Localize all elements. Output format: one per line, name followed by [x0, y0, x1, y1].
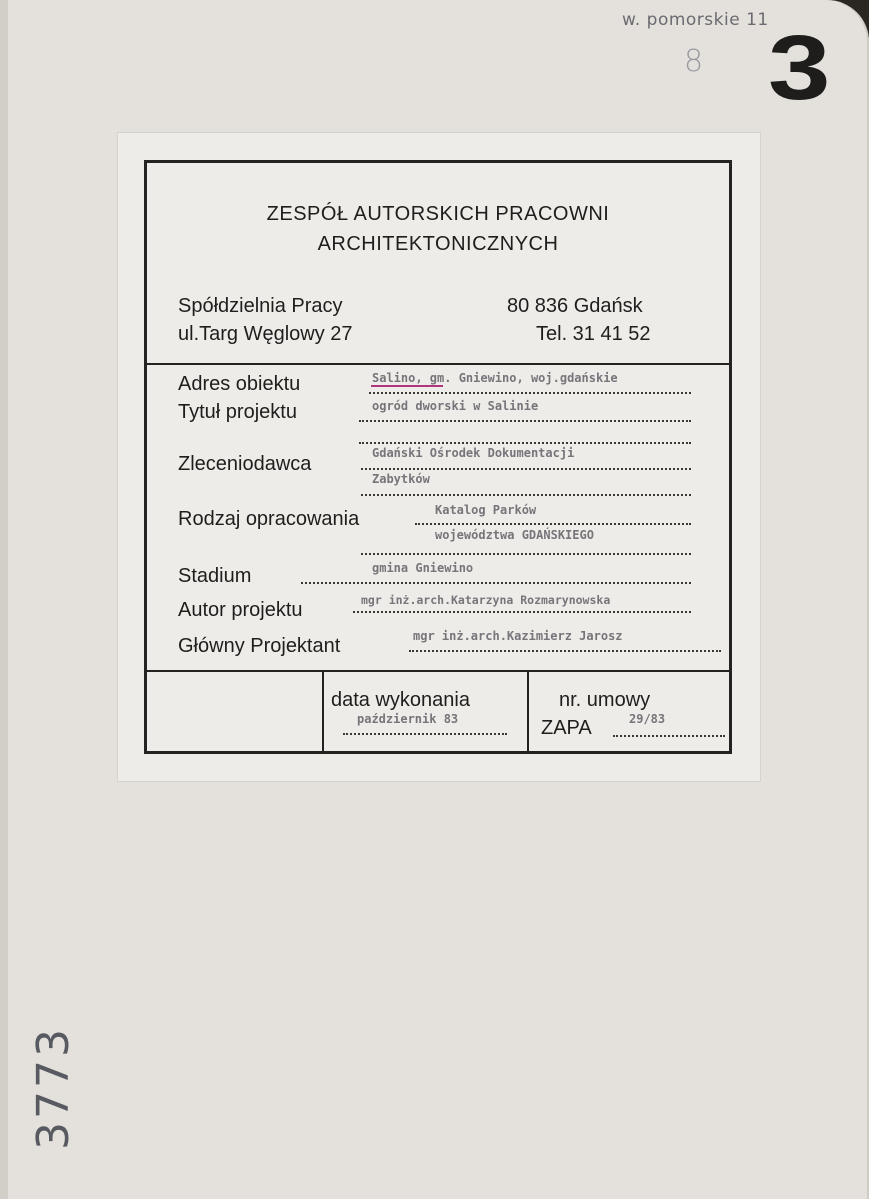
client-label: Zleceniodawca	[178, 453, 312, 475]
handwritten-number: 8	[684, 44, 704, 79]
address-dots	[369, 392, 691, 394]
address-underline	[371, 385, 443, 387]
author-dots	[353, 611, 691, 613]
date-dots	[343, 733, 507, 735]
org-address: ul.Targ Węglowy 27	[178, 323, 353, 345]
chief-designer-label: Główny Projektant	[178, 635, 341, 657]
address-label: Adres obiektu	[178, 373, 301, 395]
client-value-line1: Gdański Ośrodek Dokumentacji	[372, 446, 575, 460]
stage-dots	[301, 582, 691, 584]
work-type-value-line2: województwa GDAŃSKIEGO	[435, 528, 594, 542]
org-type: Spółdzielnia Pracy	[178, 295, 343, 317]
footer-divider	[147, 670, 729, 672]
contract-value: 29/83	[629, 712, 666, 726]
footer-separator-right	[527, 670, 529, 751]
chief-designer-dots	[409, 650, 721, 652]
work-type-dots-2	[361, 553, 691, 555]
office-name-line1: ZESPÓŁ AUTORSKICH PRACOWNI	[266, 203, 610, 225]
date-value: październik 83	[357, 712, 459, 726]
stage-value: gmina Gniewino	[372, 561, 474, 575]
footer-separator-left	[322, 670, 324, 751]
stage-label: Stadium	[178, 565, 252, 587]
postal-code: 80 836 Gdańsk	[507, 295, 643, 317]
title-label: Tytuł projektu	[178, 401, 297, 423]
client-dots	[361, 468, 691, 470]
side-inventory-number: 3773	[28, 1026, 79, 1150]
phone-number: Tel. 31 41 52	[536, 323, 651, 345]
office-name-line2: ARCHITEKTONICZNYCH	[317, 233, 559, 255]
title-block-frame	[144, 160, 732, 754]
title-value: ogród dworski w Salinie	[372, 399, 539, 413]
address-value: Salino, gm. Gniewino, woj.gdańskie	[372, 371, 618, 385]
date-label: data wykonania	[331, 689, 470, 711]
contract-prefix: ZAPA	[541, 717, 592, 739]
contract-dots	[613, 735, 725, 737]
volume-number: 3	[768, 17, 831, 119]
author-value: mgr inż.arch.Katarzyna Rozmarynowska	[361, 593, 611, 607]
header-divider	[147, 363, 729, 365]
chief-designer-value: mgr inż.arch.Kazimierz Jarosz	[413, 629, 623, 643]
work-type-dots	[415, 523, 691, 525]
title-dots-2	[359, 442, 691, 444]
client-value-line2: Zabytków	[372, 472, 430, 486]
contract-label: nr. umowy	[559, 689, 651, 711]
client-dots-2	[361, 494, 691, 496]
handwritten-note: w. pomorskie 11	[622, 10, 769, 30]
work-type-value-line1: Katalog Parków	[435, 503, 537, 517]
title-dots	[359, 420, 691, 422]
work-type-label: Rodzaj opracowania	[178, 508, 360, 530]
author-label: Autor projektu	[178, 599, 303, 621]
